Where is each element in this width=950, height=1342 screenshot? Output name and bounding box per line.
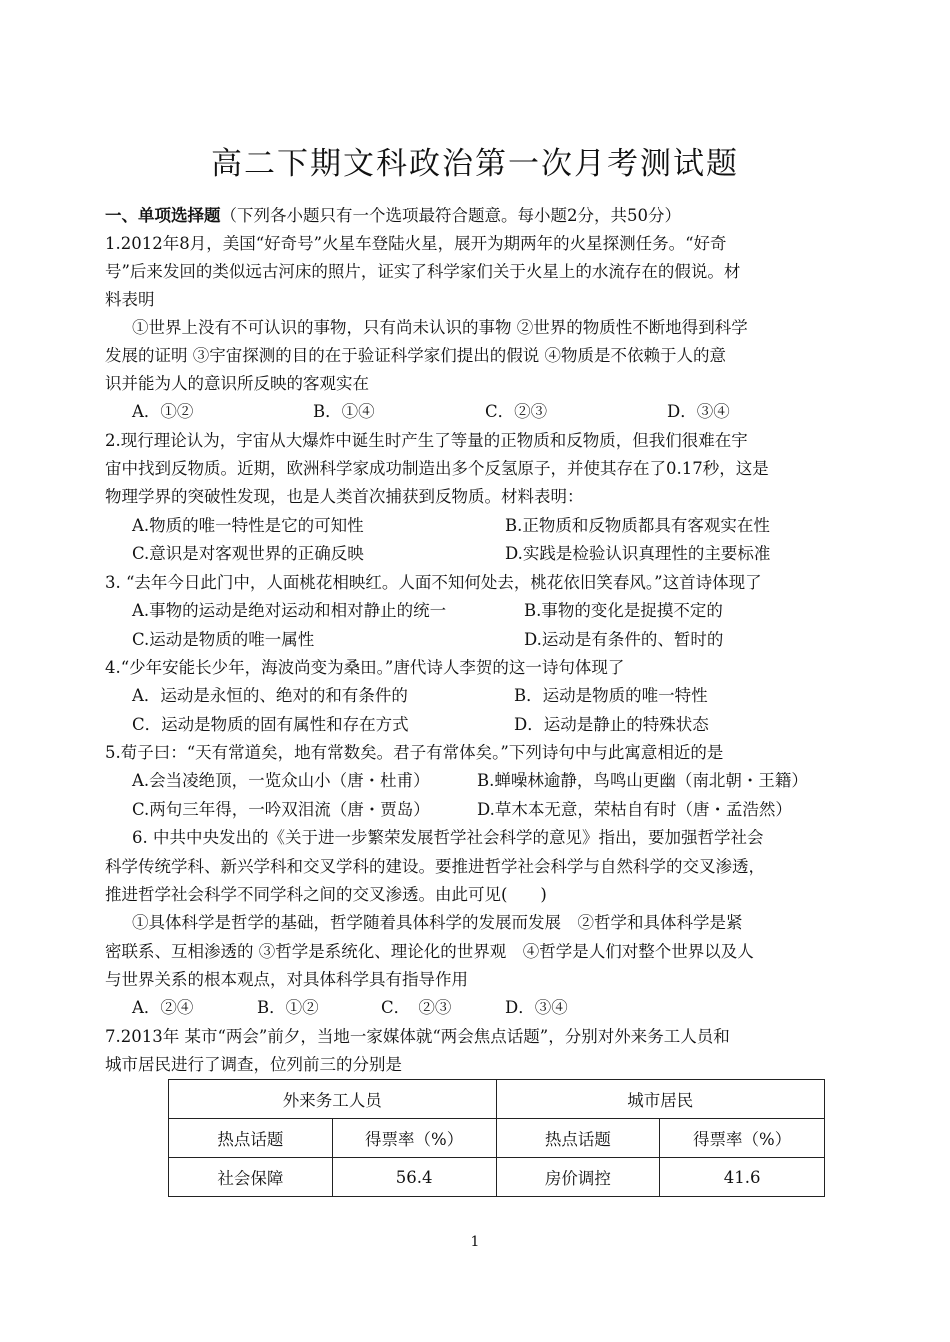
q1-line-1: 1.2012年8月，美国“好奇号”火星车登陆火星，展开为期两年的火星探测任务。“好奇: [105, 234, 727, 253]
q1-option-c: C．②③: [485, 402, 548, 421]
page-title: 高二下期文科政治第一次月考测试题: [211, 146, 739, 182]
table-row: [169, 1158, 825, 1197]
q1-line-2: 号”后来发回的类似远古河床的照片，证实了科学家们关于火星上的水流存在的假说。材: [105, 262, 741, 281]
q6-option-d: D．③④: [505, 998, 568, 1017]
q2-line-3: 物理学界的突破性发现，也是人类首次捕获到反物质。材料表明：: [105, 487, 584, 506]
q4-option-a: A．运动是永恒的、绝对的和有条件的: [132, 686, 408, 705]
q1-statement-1: ①世界上没有不可认识的事物，只有尚未认识的事物 ②世界的物质性不断地得到科学: [132, 318, 748, 337]
q6-statement-2: 密联系、互相渗透的 ③哲学是系统化、理论化的世界观 ④哲学是人们对整个世界以及人: [105, 942, 754, 961]
q3-line: 3. “去年今日此门中，人面桃花相映红。人面不知何处去，桃花依旧笑春风。”这首诗体现了: [105, 573, 762, 592]
q5-option-c: C.两句三年得，一吟双泪流（唐・贾岛）: [132, 800, 430, 819]
q2-line-2: 宙中找到反物质。近期，欧洲科学家成功制造出多个反氢原子，并使其存在了0.17秒，这是: [105, 459, 769, 478]
q4-option-c: C．运动是物质的固有属性和存在方式: [132, 715, 409, 734]
q4-option-b: B．运动是物质的唯一特性: [514, 686, 708, 705]
q6-option-b: B．①②: [257, 998, 319, 1017]
q4-line: 4.“少年安能长少年，海波尚变为桑田。”唐代诗人李贺的这一诗句体现了: [105, 658, 625, 677]
q3-option-a: A.事物的运动是绝对运动和相对静止的统一: [132, 601, 447, 620]
q1-option-d: D．③④: [667, 402, 730, 421]
q6-option-a: A．②④: [132, 998, 194, 1017]
col-topic-b: 热点话题: [496, 1119, 660, 1158]
section-heading-label: 一、单项选择题: [105, 206, 221, 225]
q6-line-1: 6. 中共中央发出的《关于进一步繁荣发展哲学社会科学的意见》指出，要加强哲学社会: [132, 828, 764, 847]
cell-topic-a: 社会保障: [169, 1158, 333, 1197]
cell-rate-b: 41.6: [660, 1158, 825, 1197]
page-number: 1: [470, 1234, 480, 1250]
col-topic-a: 热点话题: [169, 1119, 333, 1158]
q5-option-d: D.草木本无意，荣枯自有时（唐・孟浩然）: [477, 800, 792, 819]
table-header-group-row: [169, 1080, 825, 1119]
q7-line-2: 城市居民进行了调查，位列前三的分别是: [105, 1055, 402, 1074]
q3-option-d: D.运动是有条件的、暂时的: [524, 630, 724, 649]
q2-line-1: 2.现行理论认为，宇宙从大爆炸中诞生时产生了等量的正物质和反物质，但我们很难在宇: [105, 431, 748, 450]
q5-option-a: A.会当凌绝顶，一览众山小（唐・杜甫）: [132, 771, 430, 790]
group-migrant-workers: 外来务工人员: [169, 1080, 497, 1119]
q6-option-c: C． ②③: [381, 998, 452, 1017]
section-note: （下列各小题只有一个选项最符合题意。每小题2分，共50分）: [220, 206, 681, 225]
cell-rate-a: 56.4: [332, 1158, 496, 1197]
q2-option-d: D.实践是检验认识真理性的主要标准: [505, 544, 771, 563]
q4-option-d: D．运动是静止的特殊状态: [514, 715, 709, 734]
q2-option-c: C.意识是对客观世界的正确反映: [132, 544, 364, 563]
q1-statement-2: 发展的证明 ③宇宙探测的目的在于验证科学家们提出的假说 ④物质是不依赖于人的意: [105, 346, 726, 365]
col-rate-a: 得票率（%）: [332, 1119, 496, 1158]
table-header-column-row: [169, 1119, 825, 1158]
q5-option-b: B.蝉噪林逾静，鸟鸣山更幽（南北朝・王籍）: [477, 771, 808, 790]
section-heading: [105, 206, 850, 226]
q1-statement-3: 识并能为人的意识所反映的客观实在: [105, 374, 369, 393]
group-city-residents: 城市居民: [496, 1080, 825, 1119]
q1-option-a: A．①②: [132, 402, 194, 421]
q6-line-3: 推进哲学社会科学不同学科之间的交叉渗透。由此可见( ): [105, 885, 547, 904]
q1-option-b: B．①④: [313, 402, 375, 421]
q3-option-c: C.运动是物质的唯一属性: [132, 630, 315, 649]
cell-topic-b: 房价调控: [496, 1158, 660, 1197]
survey-table: [168, 1079, 825, 1197]
q1-line-3: 料表明: [105, 290, 155, 309]
q6-statement-3: 与世界关系的根本观点，对具体科学具有指导作用: [105, 970, 468, 989]
q6-line-2: 科学传统学科、新兴学科和交叉学科的建设。要推进哲学社会科学与自然科学的交叉渗透，: [105, 857, 765, 876]
q2-option-b: B.正物质和反物质都具有客观实在性: [505, 516, 770, 535]
q6-statement-1: ①具体科学是哲学的基础，哲学随着具体科学的发展而发展 ②哲学和具体科学是紧: [132, 913, 743, 932]
q5-line: 5.荀子曰：“天有常道矣，地有常数矣。君子有常体矣。”下列诗句中与此寓意相近的是: [105, 743, 724, 762]
q7-line-1: 7.2013年 某市“两会”前夕，当地一家媒体就“两会焦点话题”，分别对外来务工人员和: [105, 1027, 730, 1046]
q3-option-b: B.事物的变化是捉摸不定的: [524, 601, 723, 620]
q2-option-a: A.物质的唯一特性是它的可知性: [132, 516, 364, 535]
col-rate-b: 得票率（%）: [660, 1119, 825, 1158]
